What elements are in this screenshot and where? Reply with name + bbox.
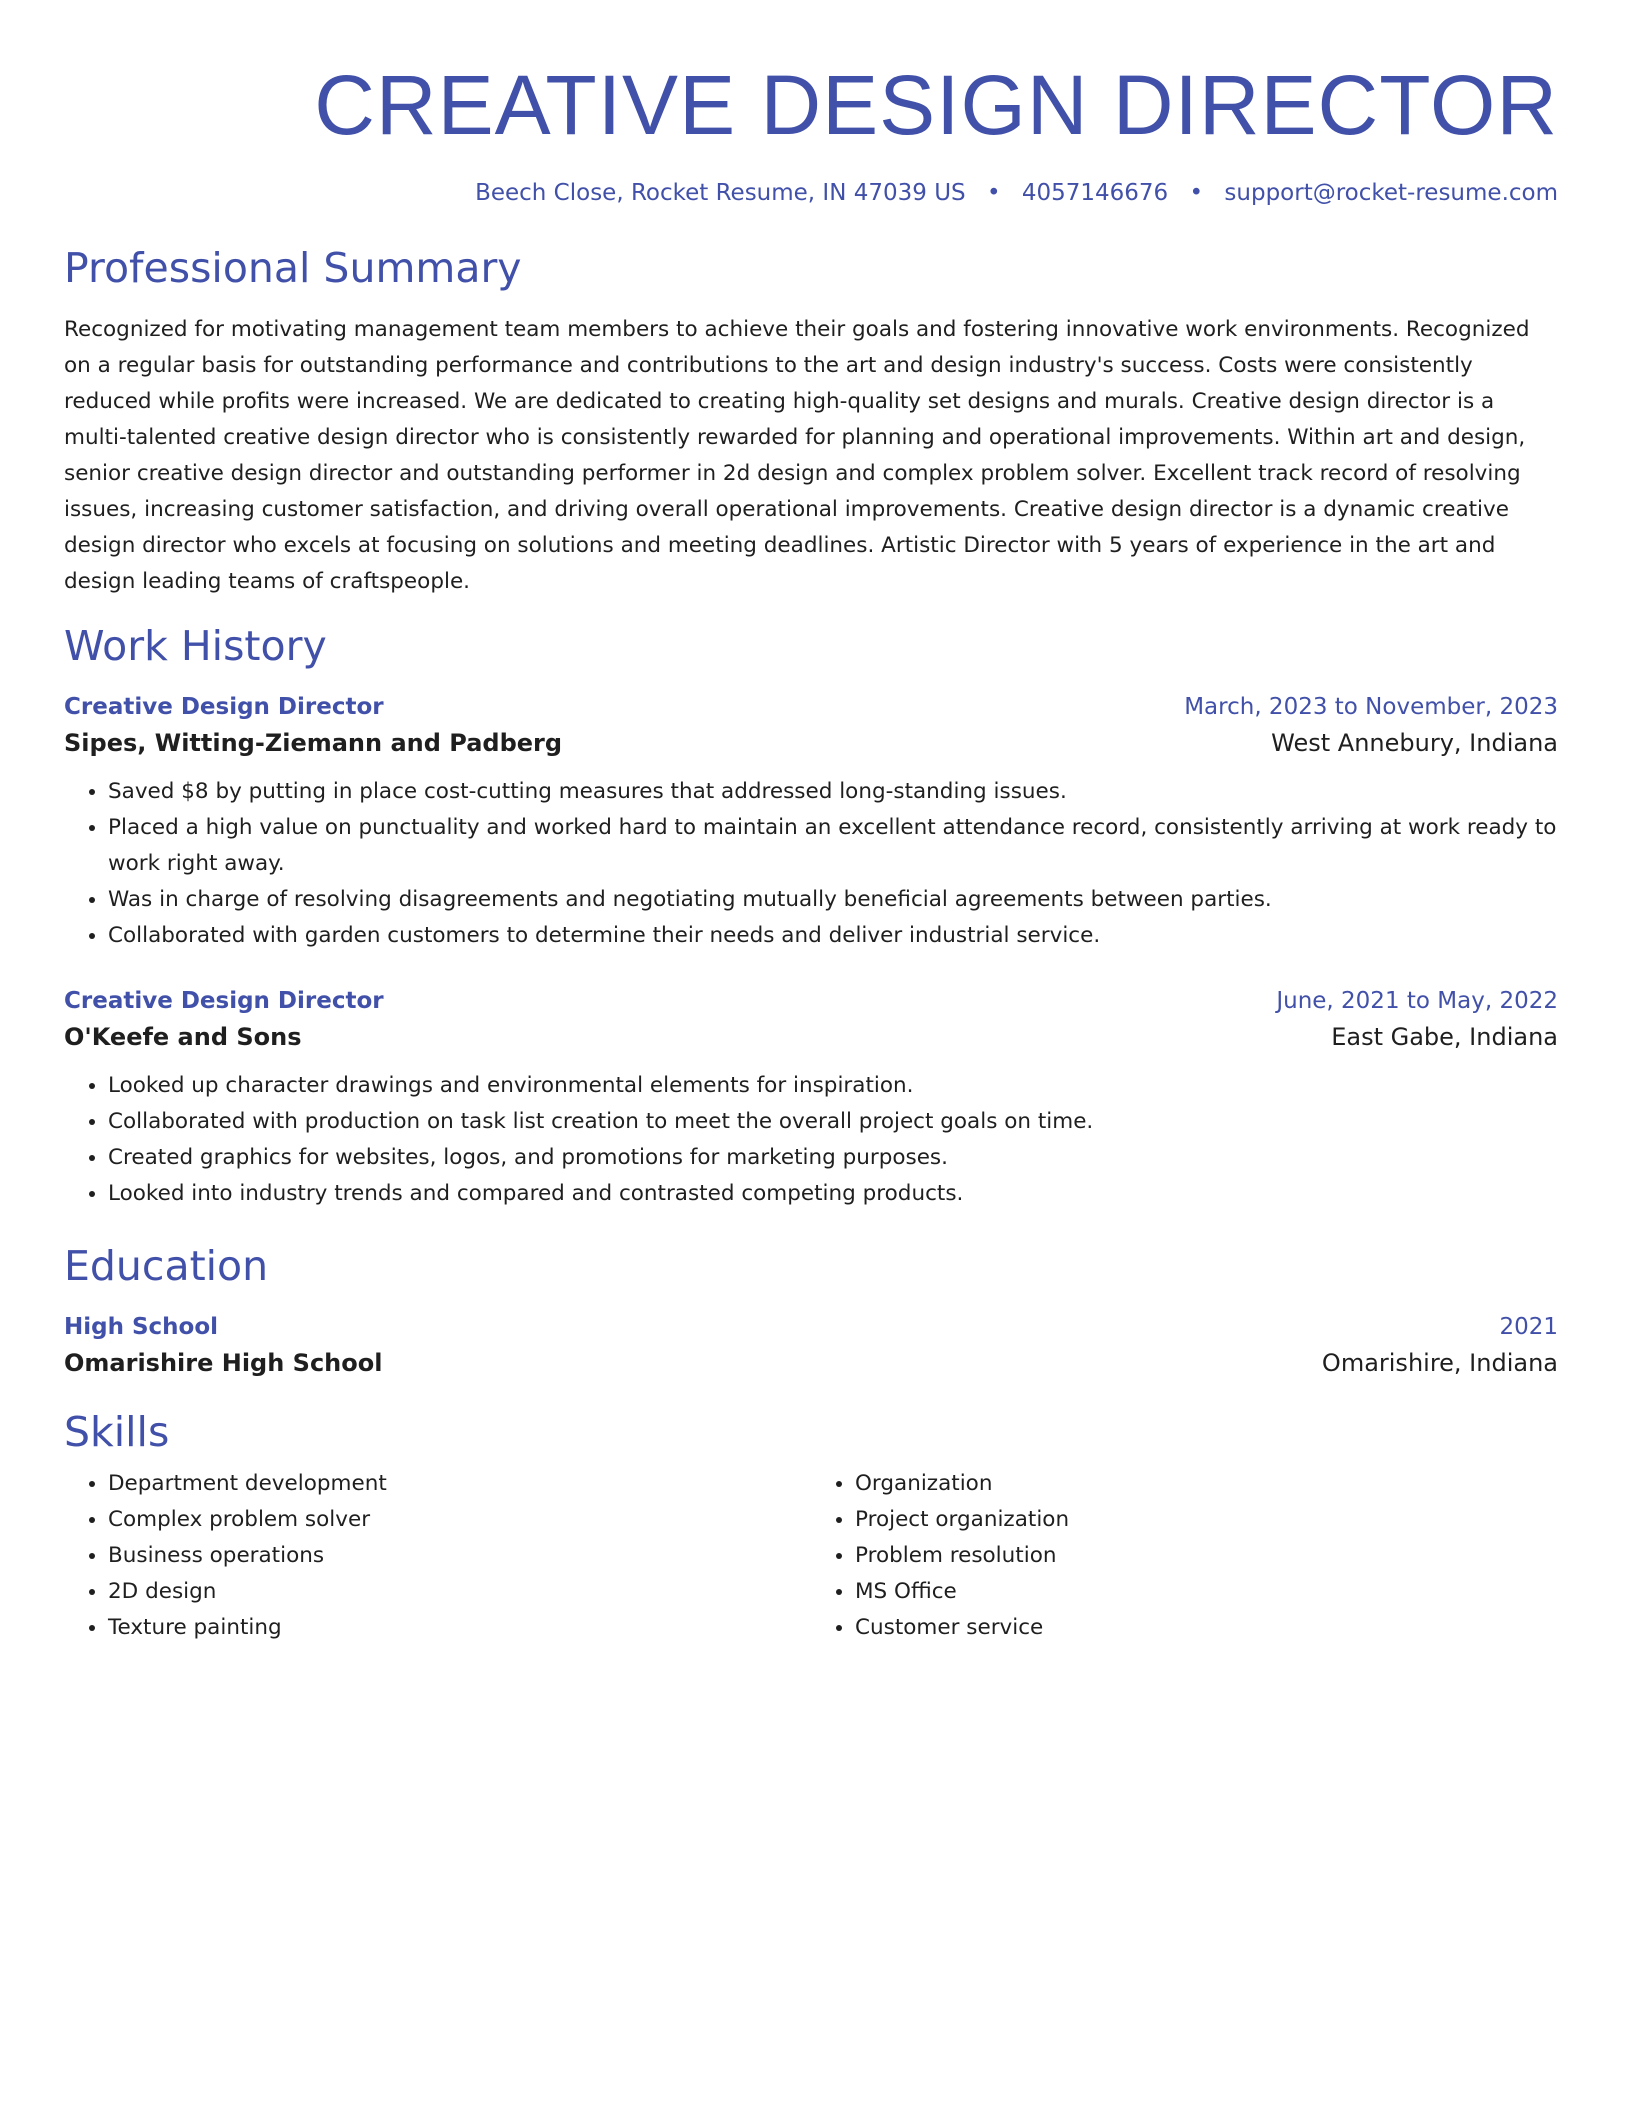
- job-company: O'Keefe and Sons: [64, 1023, 302, 1051]
- skills-list-left: [64, 1466, 811, 1646]
- summary-text: Recognized for motivating management team members to achieve their goals and fostering innovative work environments. Recognized on a regular basis for outstanding performance and contributions to the art and design industry's success. Costs were consistently reduced while profits were increased. We are dedicated to creating high-quality set designs and murals. Creative design director is a multi-talented creative design director who is consistently rewarded for planning and operational improvements. Within art and design, senior creative design director and outstanding performer in 2d design and complex problem solver. Excellent track record of resolving issues, increasing customer satisfaction, and driving overall operational improvements. Creative design director is a dynamic creative design director who excels at focusing on solutions and meeting deadlines. Artistic Director with 5 years of experience in the art and design leading teams of craftspeople.: [64, 317, 1530, 594]
- education-location: Omarishire, Indiana: [1321, 1349, 1558, 1377]
- job-header-row: [64, 690, 1558, 724]
- education-school-row: [64, 1344, 1558, 1382]
- contact-line: [64, 178, 1558, 208]
- job-duty-item: • Saved $8 by putting in place cost-cutting measures that addressed long-standing issues.: [108, 774, 1558, 810]
- job-header-row: [64, 984, 1558, 1018]
- job-company-row: [64, 724, 1558, 762]
- job-title: Creative Design Director: [64, 694, 384, 720]
- skill-item: • Project organization: [855, 1502, 1558, 1538]
- job-entry: [64, 984, 1558, 1212]
- job-duty-item: • Was in charge of resolving disagreements and negotiating mutually beneficial agreements between parties.: [108, 882, 1558, 918]
- skills-columns: [64, 1466, 1558, 1646]
- resume-title: CREATIVE DESIGN DIRECTOR: [314, 58, 1558, 152]
- job-duty-item: • Placed a high value on punctuality and worked hard to maintain an excellent attendance record, consistently arriving at work ready to work right away.: [108, 810, 1558, 882]
- summary-heading: Professional Summary: [64, 244, 522, 292]
- job-location: West Annebury, Indiana: [1271, 729, 1558, 757]
- skills-list-right: [811, 1466, 1558, 1646]
- education-degree: High School: [64, 1314, 219, 1340]
- job-entry: [64, 690, 1558, 954]
- job-duty-item: • Collaborated with production on task list creation to meet the overall project goals on time.: [108, 1104, 1558, 1140]
- education-year: 2021: [1499, 1314, 1558, 1340]
- job-duty-item: • Collaborated with garden customers to determine their needs and deliver industrial service.: [108, 918, 1558, 954]
- job-company: Sipes, Witting-Ziemann and Padberg: [64, 729, 563, 757]
- skill-item: • 2D design: [108, 1574, 811, 1610]
- job-dates: March, 2023 to November, 2023: [1184, 694, 1558, 720]
- job-duty-item: • Looked up character drawings and environmental elements for inspiration.: [108, 1068, 1558, 1104]
- education-entry: [64, 1310, 1558, 1382]
- work-history-heading: Work History: [64, 622, 327, 670]
- skill-item: • Complex problem solver: [108, 1502, 811, 1538]
- skill-item: • Problem resolution: [855, 1538, 1558, 1574]
- job-duties-list: [64, 774, 1558, 954]
- job-location: East Gabe, Indiana: [1331, 1023, 1558, 1051]
- skill-item: • Business operations: [108, 1538, 811, 1574]
- resume-page: [64, 0, 1558, 1646]
- skill-item: • MS Office: [855, 1574, 1558, 1610]
- education-header-row: [64, 1310, 1558, 1344]
- skill-item: • Organization: [855, 1466, 1558, 1502]
- contact-address: Beech Close, Rocket Resume, IN 47039 US: [475, 180, 966, 206]
- contact-phone[interactable]: 4057146676: [1021, 180, 1169, 206]
- job-duty-item: • Created graphics for websites, logos, and promotions for marketing purposes.: [108, 1140, 1558, 1176]
- skill-item: • Department development: [108, 1466, 811, 1502]
- education-heading: Education: [64, 1242, 269, 1290]
- bullet-separator-icon: •: [1189, 180, 1204, 206]
- skill-item: • Customer service: [855, 1610, 1558, 1646]
- job-duty-item: • Looked into industry trends and compared and contrasted competing products.: [108, 1176, 1558, 1212]
- education-school: Omarishire High School: [64, 1349, 383, 1377]
- bullet-separator-icon: •: [986, 180, 1001, 206]
- job-title: Creative Design Director: [64, 988, 384, 1014]
- job-company-row: [64, 1018, 1558, 1056]
- job-duties-list: [64, 1068, 1558, 1212]
- job-dates: June, 2021 to May, 2022: [1276, 988, 1558, 1014]
- skills-heading: Skills: [64, 1408, 170, 1456]
- skill-item: • Texture painting: [108, 1610, 811, 1646]
- contact-email[interactable]: support@rocket-resume.com: [1224, 180, 1558, 206]
